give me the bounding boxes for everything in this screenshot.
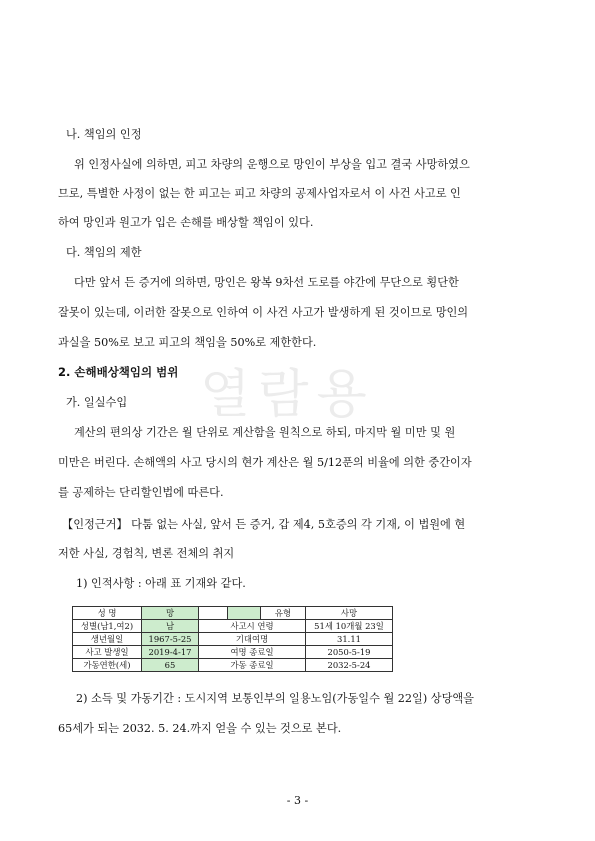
paragraph-line: 다만 앞서 든 증거에 의하면, 망인은 왕복 9차선 도로를 야간에 무단으로 횡단한: [74, 276, 459, 289]
paragraph-line: 저한 사실, 경험칙, 변론 전체의 취지: [58, 547, 235, 560]
table-row: [73, 620, 393, 633]
section-heading-liability-recognition: 나. 책임의 인정: [66, 128, 142, 141]
table-cell: 망: [142, 607, 199, 620]
paragraph-line: 므로, 특별한 사정이 없는 한 피고는 피고 차량의 공제사업자로서 이 사건 사고로 인: [58, 187, 461, 200]
table-cell: [228, 607, 261, 620]
paragraph-line: 과실을 50%로 보고 피고의 책임을 50%로 제한한다.: [58, 336, 317, 349]
table-cell: 가동연한(세): [73, 659, 142, 672]
table-cell: 여명 종료일: [199, 646, 306, 659]
table-cell: [199, 607, 228, 620]
table-cell: 사망: [306, 607, 393, 620]
paragraph-line: 위 인정사실에 의하면, 피고 차량의 운행으로 망인이 부상을 입고 결국 사망하였으: [74, 158, 470, 171]
table-cell: 2050-5-19: [306, 646, 393, 659]
table-row: [73, 633, 393, 646]
personal-info-table: [72, 606, 393, 672]
paragraph-line: 하여 망인과 원고가 입은 손해를 배상할 책임이 있다.: [58, 216, 314, 229]
paragraph-line: 잘못이 있는데, 이러한 잘못으로 인하여 이 사건 사고가 발생하게 된 것이므로 망인의: [58, 306, 469, 319]
paragraph-line: 미만은 버린다. 손해액의 사고 당시의 현가 계산은 월 5/12푼의 비율에 의한 중간이자: [58, 456, 472, 469]
paragraph-line: 를 공제하는 단리할인법에 따른다.: [58, 486, 224, 499]
table-cell: 기대여명: [199, 633, 306, 646]
table-cell: 65: [142, 659, 199, 672]
table-cell: 2032-5-24: [306, 659, 393, 672]
table-cell: 1967-5-25: [142, 633, 199, 646]
table-cell: 사고시 연령: [199, 620, 306, 633]
table-cell: 성 명: [73, 607, 142, 620]
section-heading-liability-limitation: 다. 책임의 제한: [66, 246, 142, 259]
table-cell: 남: [142, 620, 199, 633]
personal-info-label: 1) 인적사항 : 아래 표 기재와 같다.: [76, 577, 246, 590]
table-cell: 사고 발생일: [73, 646, 142, 659]
table-cell: 유형: [261, 607, 306, 620]
table-cell: 생년월일: [73, 633, 142, 646]
section-heading-damages-scope: 2. 손해배상책임의 범위: [58, 365, 179, 379]
table-cell: 성별(남1,여2): [73, 620, 142, 633]
table-row: [73, 659, 393, 672]
watermark: 열람용: [200, 365, 375, 425]
evidence-basis-line: 【인정근거】 다툼 없는 사실, 앞서 든 증거, 갑 제4, 5호증의 각 기재, 이 법원에 현: [62, 518, 466, 531]
table-cell: 가동 종료일: [199, 659, 306, 672]
table-cell: 2019-4-17: [142, 646, 199, 659]
paragraph-line: 계산의 편의상 기간은 월 단위로 계산함을 원칙으로 하되, 마지막 월 미만 및 원: [74, 426, 456, 439]
page-number: - 3 -: [286, 794, 309, 807]
paragraph-line: 65세가 되는 2032. 5. 24.까지 얻을 수 있는 것으로 본다.: [58, 722, 342, 735]
income-period-line: 2) 소득 및 가동기간 : 도시지역 보통인부의 일용노임(가동일수 월 22일) 상당액을: [76, 692, 474, 705]
table-cell: 51세 10개월 23일: [306, 620, 393, 633]
table-row: [73, 646, 393, 659]
table-cell: 31.11: [306, 633, 393, 646]
section-heading-lost-income: 가. 일실수입: [66, 396, 128, 409]
table-row: [73, 607, 393, 620]
